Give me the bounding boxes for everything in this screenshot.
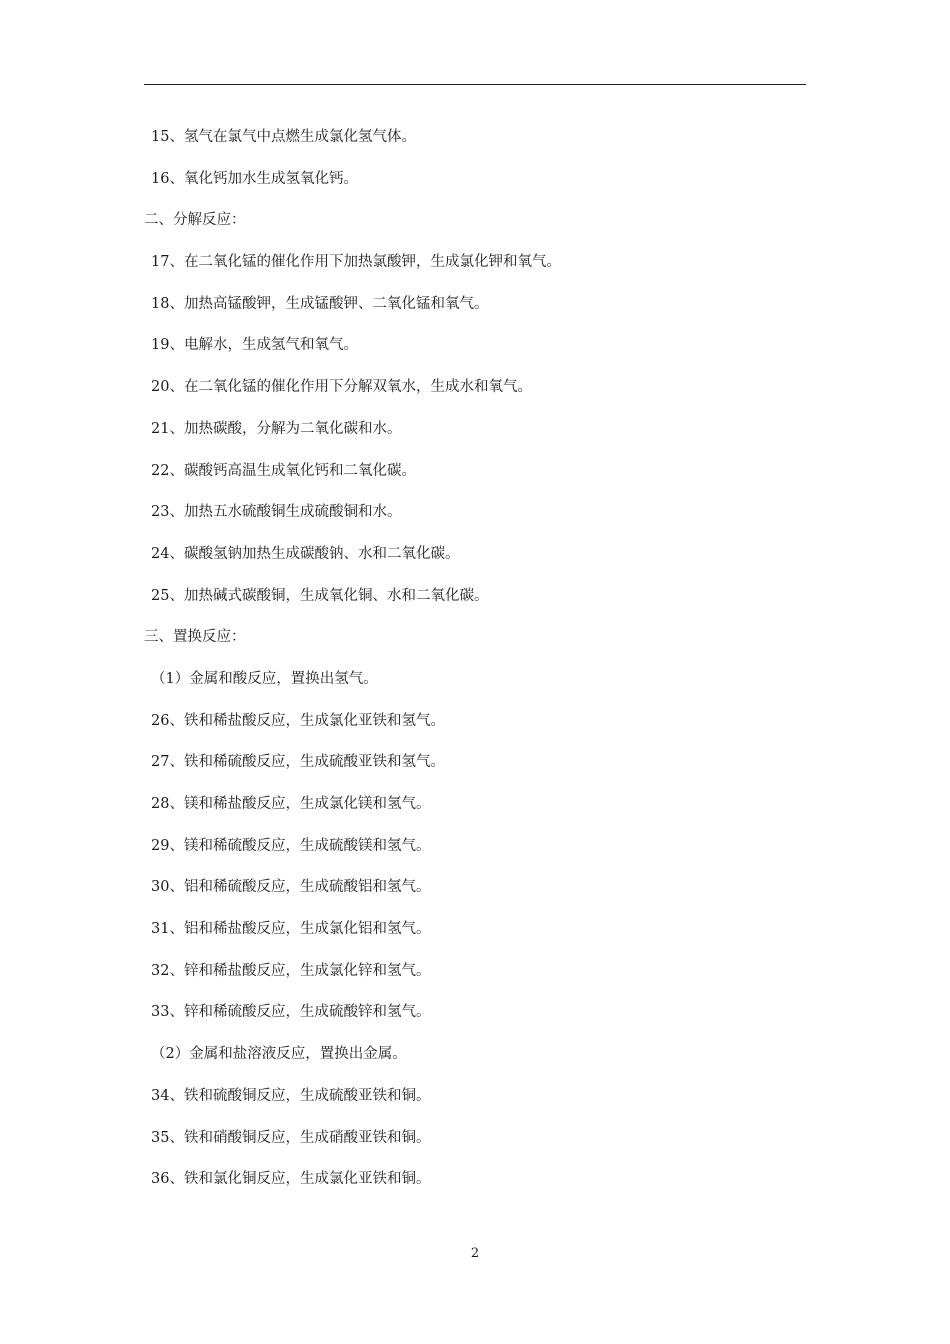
header-rule bbox=[144, 84, 806, 85]
list-item: 29、镁和稀硫酸反应，生成硫酸镁和氢气。 bbox=[151, 837, 431, 854]
list-item: 34、铁和硫酸铜反应，生成硫酸亚铁和铜。 bbox=[151, 1087, 431, 1104]
document-body bbox=[144, 120, 806, 1204]
list-item: 28、镁和稀盐酸反应，生成氯化镁和氢气。 bbox=[151, 796, 431, 812]
list-item: 25、加热碱式碳酸铜，生成氧化铜、水和二氧化碳。 bbox=[151, 587, 489, 604]
page-number: 2 bbox=[470, 1246, 480, 1261]
list-item: 31、铝和稀盐酸反应，生成氯化铝和氢气。 bbox=[151, 921, 431, 938]
list-item: 27、铁和稀硫酸反应，生成硫酸亚铁和氢气。 bbox=[151, 754, 445, 771]
list-item: 15、氢气在氯气中点燃生成氯化氢气体。 bbox=[151, 129, 416, 145]
list-item: 19、电解水，生成氢气和氧气。 bbox=[151, 337, 358, 354]
list-item: 21、加热碳酸，分解为二氧化碳和水。 bbox=[151, 420, 402, 437]
list-item: 36、铁和氯化铜反应，生成氯化亚铁和铜。 bbox=[151, 1171, 431, 1188]
list-item: （1）金属和酸反应，置换出氢气。 bbox=[151, 670, 378, 687]
section-heading: 二、分解反应： bbox=[144, 212, 246, 229]
list-item: （2）金属和盐溶液反应，置换出金属。 bbox=[151, 1046, 407, 1063]
list-item: 22、碳酸钙高温生成氧化钙和二氧化碳。 bbox=[151, 462, 416, 479]
section-heading: 三、置换反应： bbox=[144, 629, 246, 646]
list-item: 32、锌和稀盐酸反应，生成氯化锌和氢气。 bbox=[151, 962, 431, 979]
list-item: 33、锌和稀硫酸反应，生成硫酸锌和氢气。 bbox=[151, 1004, 431, 1021]
list-item: 23、加热五水硫酸铜生成硫酸铜和水。 bbox=[151, 504, 402, 521]
list-item: 17、在二氧化锰的催化作用下加热氯酸钾，生成氯化钾和氧气。 bbox=[151, 254, 561, 271]
list-item: 26、铁和稀盐酸反应，生成氯化亚铁和氢气。 bbox=[151, 712, 445, 729]
list-item: 20、在二氧化锰的催化作用下分解双氧水，生成水和氧气。 bbox=[151, 379, 532, 396]
list-item: 16、氧化钙加水生成氢氧化钙。 bbox=[151, 170, 358, 187]
list-item: 18、加热高锰酸钾，生成锰酸钾、二氧化锰和氧气。 bbox=[151, 295, 489, 312]
list-item: 35、铁和硝酸铜反应，生成硝酸亚铁和铜。 bbox=[151, 1129, 431, 1146]
list-item: 30、铝和稀硫酸反应，生成硫酸铝和氢气。 bbox=[151, 879, 431, 896]
list-item: 24、碳酸氢钠加热生成碳酸钠、水和二氧化碳。 bbox=[151, 545, 460, 562]
